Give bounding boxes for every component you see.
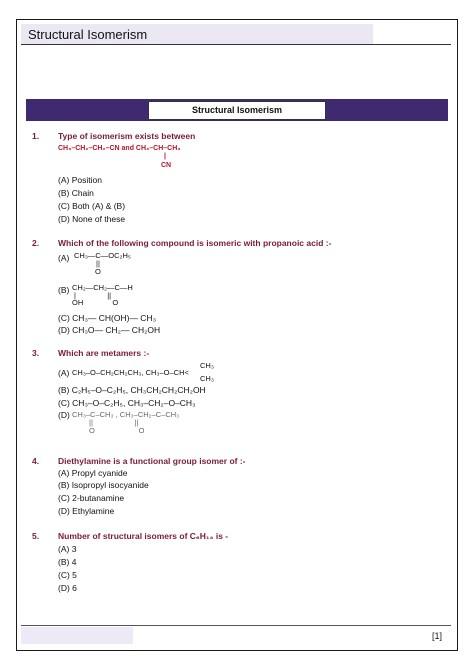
option-d-bonds: || || [89, 418, 139, 427]
option-a: (A) 3 [58, 544, 77, 554]
option-c: (C) CH₃— CH(OH)— CH₃ [58, 313, 157, 323]
option-b-bonds: | || [74, 291, 112, 300]
option-c: (C) 2-butanamine [58, 493, 125, 503]
option-c: (C) 5 [58, 570, 77, 580]
option-d: (D) CH₃O— CH₂— CH₂OH [58, 325, 161, 335]
formula-line: CH₃–CH₂–CH₂–CN and CH₃–CH–CH₃ [58, 145, 181, 152]
question-number: 3. [32, 348, 40, 358]
option-a-formula: CH₃—C—OC₂H₅ [74, 251, 131, 260]
option-b-label: (B) [58, 285, 70, 295]
footer-rule [21, 625, 451, 626]
question-text: Which of the following compound is isomeric with propanoic acid :- [58, 238, 332, 248]
option-b-sub: OH O [72, 298, 119, 307]
question-number: 4. [32, 456, 40, 466]
option-d: (D) None of these [58, 214, 126, 224]
question-text: Number of structural isomers of C₆H₁₄ is - [58, 531, 229, 541]
option-a-bond: || [96, 259, 100, 268]
option-b: (B) C₂H₅–O–C₂H₅, CH₃CH₂CH₂CH₂OH [58, 385, 206, 395]
option-a-label: (A) [58, 253, 70, 263]
formula-bond: | [164, 153, 166, 160]
option-c: (C) CH₃–O–C₂H₅, CH₃–CH₂–O–CH₃ [58, 398, 196, 408]
question-number: 2. [32, 238, 40, 248]
option-a-branch-bottom: CH₃ [200, 374, 214, 383]
question-number: 5. [32, 531, 40, 541]
option-a-label: (A) [58, 368, 70, 378]
question-text: Which are metamers :- [58, 348, 150, 358]
header-title: Structural Isomerism [28, 27, 148, 42]
option-b-formula: CH₂—CH₂—C—H [72, 283, 133, 292]
option-d: (D) 6 [58, 583, 77, 593]
option-d: (D) Ethylamine [58, 506, 115, 516]
option-a: (A) Position [58, 175, 102, 185]
option-a: (A) Propyl cyanide [58, 468, 128, 478]
option-a-sub: O [95, 267, 101, 276]
option-b: (B) Isopropyl isocyanide [58, 480, 149, 490]
question-text: Diethylamine is a functional group isomer of :- [58, 456, 246, 466]
option-b: (B) Chain [58, 188, 94, 198]
option-d-label: (D) [58, 410, 70, 420]
question-number: 1. [32, 131, 40, 141]
header-rule [21, 44, 451, 45]
option-d-formula: CH₃–C–CH₃ , CH₃–CH₂–C–CH₃ [72, 410, 180, 419]
page-number: [1] [432, 631, 443, 641]
option-b: (B) 4 [58, 557, 77, 567]
formula-cn: CN [161, 162, 172, 169]
option-a-branch-top: CH₃ [200, 361, 214, 370]
option-c: (C) Both (A) & (B) [58, 201, 126, 211]
question-text: Type of isomerism exists between [58, 131, 196, 141]
option-a-formula: CH₃–O–CH₂CH₂CH₃, CH₃–O–CH< [72, 368, 189, 377]
footer-strip [21, 627, 133, 644]
banner-title: Structural Isomerism [148, 101, 326, 120]
option-d-sub: O O [89, 426, 145, 435]
